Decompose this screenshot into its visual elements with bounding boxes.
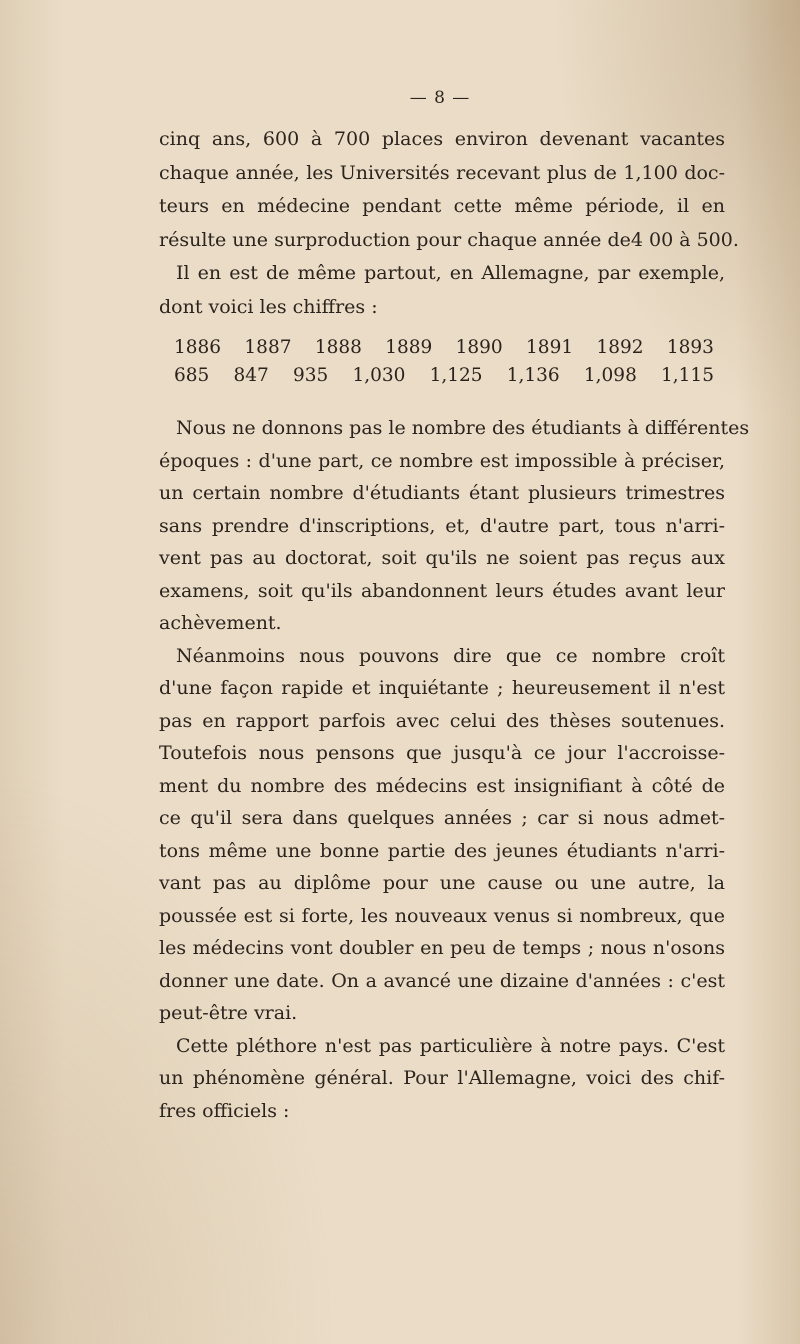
table-cell-value: 1,136 <box>506 365 560 386</box>
table-cell-value: 1,098 <box>583 365 637 386</box>
text-line: ce qu'il sera dans quelques années ; car si nous admet- <box>159 807 725 829</box>
text-line: pas en rapport parfois avec celui des thèses soutenues. <box>159 709 725 732</box>
text-line: vent pas au doctorat, soit qu'ils ne soient pas reçus aux <box>159 547 725 569</box>
table-cell-year: 1888 <box>314 337 362 358</box>
page-number: — 8 — <box>409 88 471 108</box>
text-line: donner une date. On a avancé une dizaine d'années : c'est <box>159 969 725 992</box>
table-row-years <box>174 334 714 362</box>
text-line: Toutefois nous pensons que jusqu'à ce jour l'accroisse- <box>159 742 725 764</box>
table-cell-year: 1886 <box>174 337 222 358</box>
text-line: Il en est de même partout, en Allemagne, par exemple, <box>176 262 725 284</box>
table-cell-year: 1893 <box>666 337 714 358</box>
table-cell-value: 685 <box>174 365 210 386</box>
text-line: d'une façon rapide et inquiétante ; heureusement il n'est <box>159 677 725 699</box>
table-cell-value: 935 <box>292 365 329 386</box>
text-line: dont voici les chiffres : <box>159 295 378 318</box>
text-line: époques : d'une part, ce nombre est impossible à préciser, <box>159 449 725 472</box>
text-line: un certain nombre d'étudiants étant plusieurs trimestres <box>159 482 725 504</box>
table-cell-value: 1,030 <box>352 365 406 386</box>
text-line: teurs en médecine pendant cette même période, il en <box>159 195 725 217</box>
table-cell-value: 847 <box>233 365 269 386</box>
text-line: un phénomène général. Pour l'Allemagne, voici des chif- <box>159 1067 725 1089</box>
table-cell-value: 1,115 <box>661 365 714 386</box>
text-line: Cette pléthore n'est pas particulière à notre pays. C'est <box>176 1034 725 1057</box>
text-line: poussée est si forte, les nouveaux venus si nombreux, que <box>159 904 725 927</box>
table-cell-year: 1887 <box>244 337 292 358</box>
text-line: les médecins vont doubler en peu de temps ; nous n'osons <box>159 937 725 959</box>
body-text-top <box>159 123 739 324</box>
table-cell-year: 1892 <box>596 337 644 358</box>
text-line: ment du nombre des médecins est insignifiant à côté de <box>159 774 725 797</box>
table-cell-year: 1891 <box>526 337 574 358</box>
text-line: peut-être vrai. <box>159 1002 298 1024</box>
text-line: Nous ne donnons pas le nombre des étudiants à différentes <box>176 417 750 439</box>
text-line: cinq ans, 600 à 700 places environ devenant vacantes <box>159 128 725 150</box>
statistics-table <box>174 334 714 390</box>
table-cell-year: 1889 <box>385 337 433 358</box>
table-row-values <box>174 362 714 390</box>
table-cell-value: 1,125 <box>429 365 483 386</box>
text-line: achèvement. <box>159 612 282 634</box>
text-line: examens, soit qu'ils abandonnent leurs études avant leur <box>159 579 725 602</box>
text-line: tons même une bonne partie des jeunes étudiants n'arri- <box>159 839 725 862</box>
text-line: chaque année, les Universités recevant plus de 1,100 doc- <box>159 161 725 184</box>
text-line: Néanmoins nous pouvons dire que ce nombre croît <box>176 644 725 667</box>
table-cell-year: 1890 <box>455 337 503 358</box>
text-line: vant pas au diplôme pour une cause ou une autre, la <box>159 872 725 894</box>
body-text-bottom <box>159 412 750 1127</box>
text-line: résulte une surproduction pour chaque année de4 00 à 500. <box>159 228 739 251</box>
text-line: fres officiels : <box>159 1099 290 1122</box>
text-line: sans prendre d'inscriptions, et, d'autre part, tous n'arri- <box>159 514 725 537</box>
